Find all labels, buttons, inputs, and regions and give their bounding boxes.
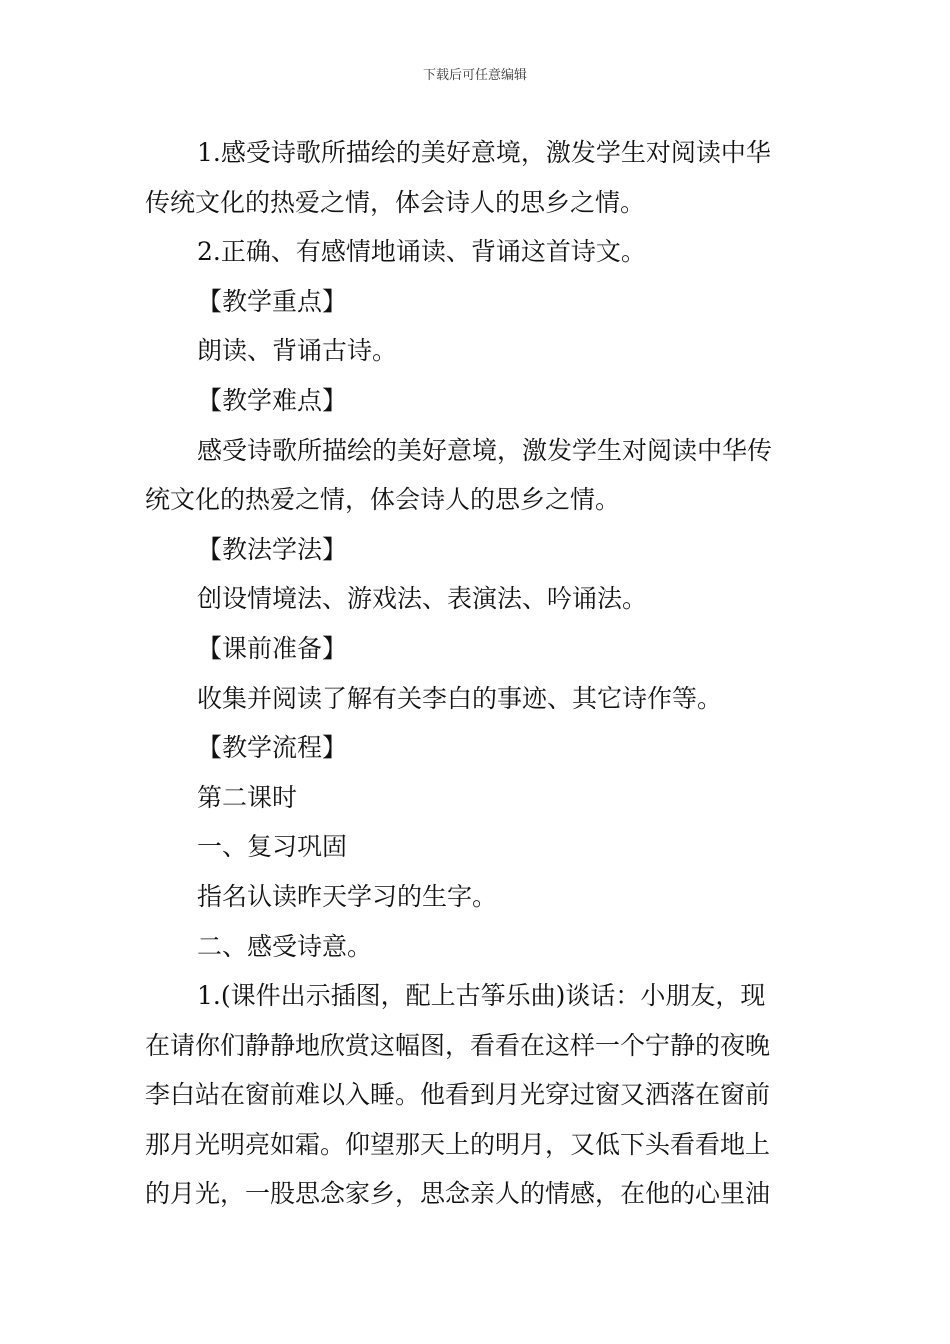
section-heading: 【教学流程】: [197, 733, 348, 763]
section-heading: 【教学难点】: [197, 385, 348, 415]
document-body: [145, 128, 807, 1219]
text-line: 朗读、背诵古诗。: [197, 336, 398, 366]
text-line: 2.正确、有感情地诵读、背诵这首诗文。: [197, 237, 646, 267]
page-header: 下载后可任意编辑: [422, 68, 527, 83]
text-line: 一、复习巩固: [197, 832, 348, 862]
text-line: 传统文化的热爱之情，体会诗人的思乡之情。: [145, 187, 646, 217]
text-line: 指名认读昨天学习的生字。: [197, 881, 498, 911]
text-line: 那月光明亮如霜。仰望那天上的明月，又低下头看看地上: [145, 1129, 771, 1159]
section-heading: 【课前准备】: [197, 633, 348, 663]
section-heading: 【教法学法】: [197, 534, 348, 564]
text-line: 第二课时: [197, 782, 298, 812]
text-line: 二、感受诗意。: [197, 931, 373, 961]
text-line: 1.(课件出示插图，配上古筝乐曲)谈话：小朋友，现: [197, 981, 766, 1011]
text-line: 在请你们静静地欣赏这幅图，看看在这样一个宁静的夜晚: [145, 1030, 771, 1060]
text-line: 的月光，一股思念家乡，思念亲人的情感，在他的心里油: [145, 1179, 771, 1209]
text-line: 收集并阅读了解有关李白的事迹、其它诗作等。: [197, 683, 723, 713]
text-line: 统文化的热爱之情，体会诗人的思乡之情。: [145, 485, 621, 515]
text-line: 感受诗歌所描绘的美好意境，激发学生对阅读中华传: [197, 435, 773, 465]
text-line: 李白站在窗前难以入睡。他看到月光穿过窗又洒落在窗前: [145, 1080, 771, 1110]
text-line: 1.感受诗歌所描绘的美好意境，激发学生对阅读中华: [197, 138, 771, 167]
section-heading: 【教学重点】: [197, 286, 348, 316]
text-line: 创设情境法、游戏法、表演法、吟诵法。: [197, 584, 648, 614]
